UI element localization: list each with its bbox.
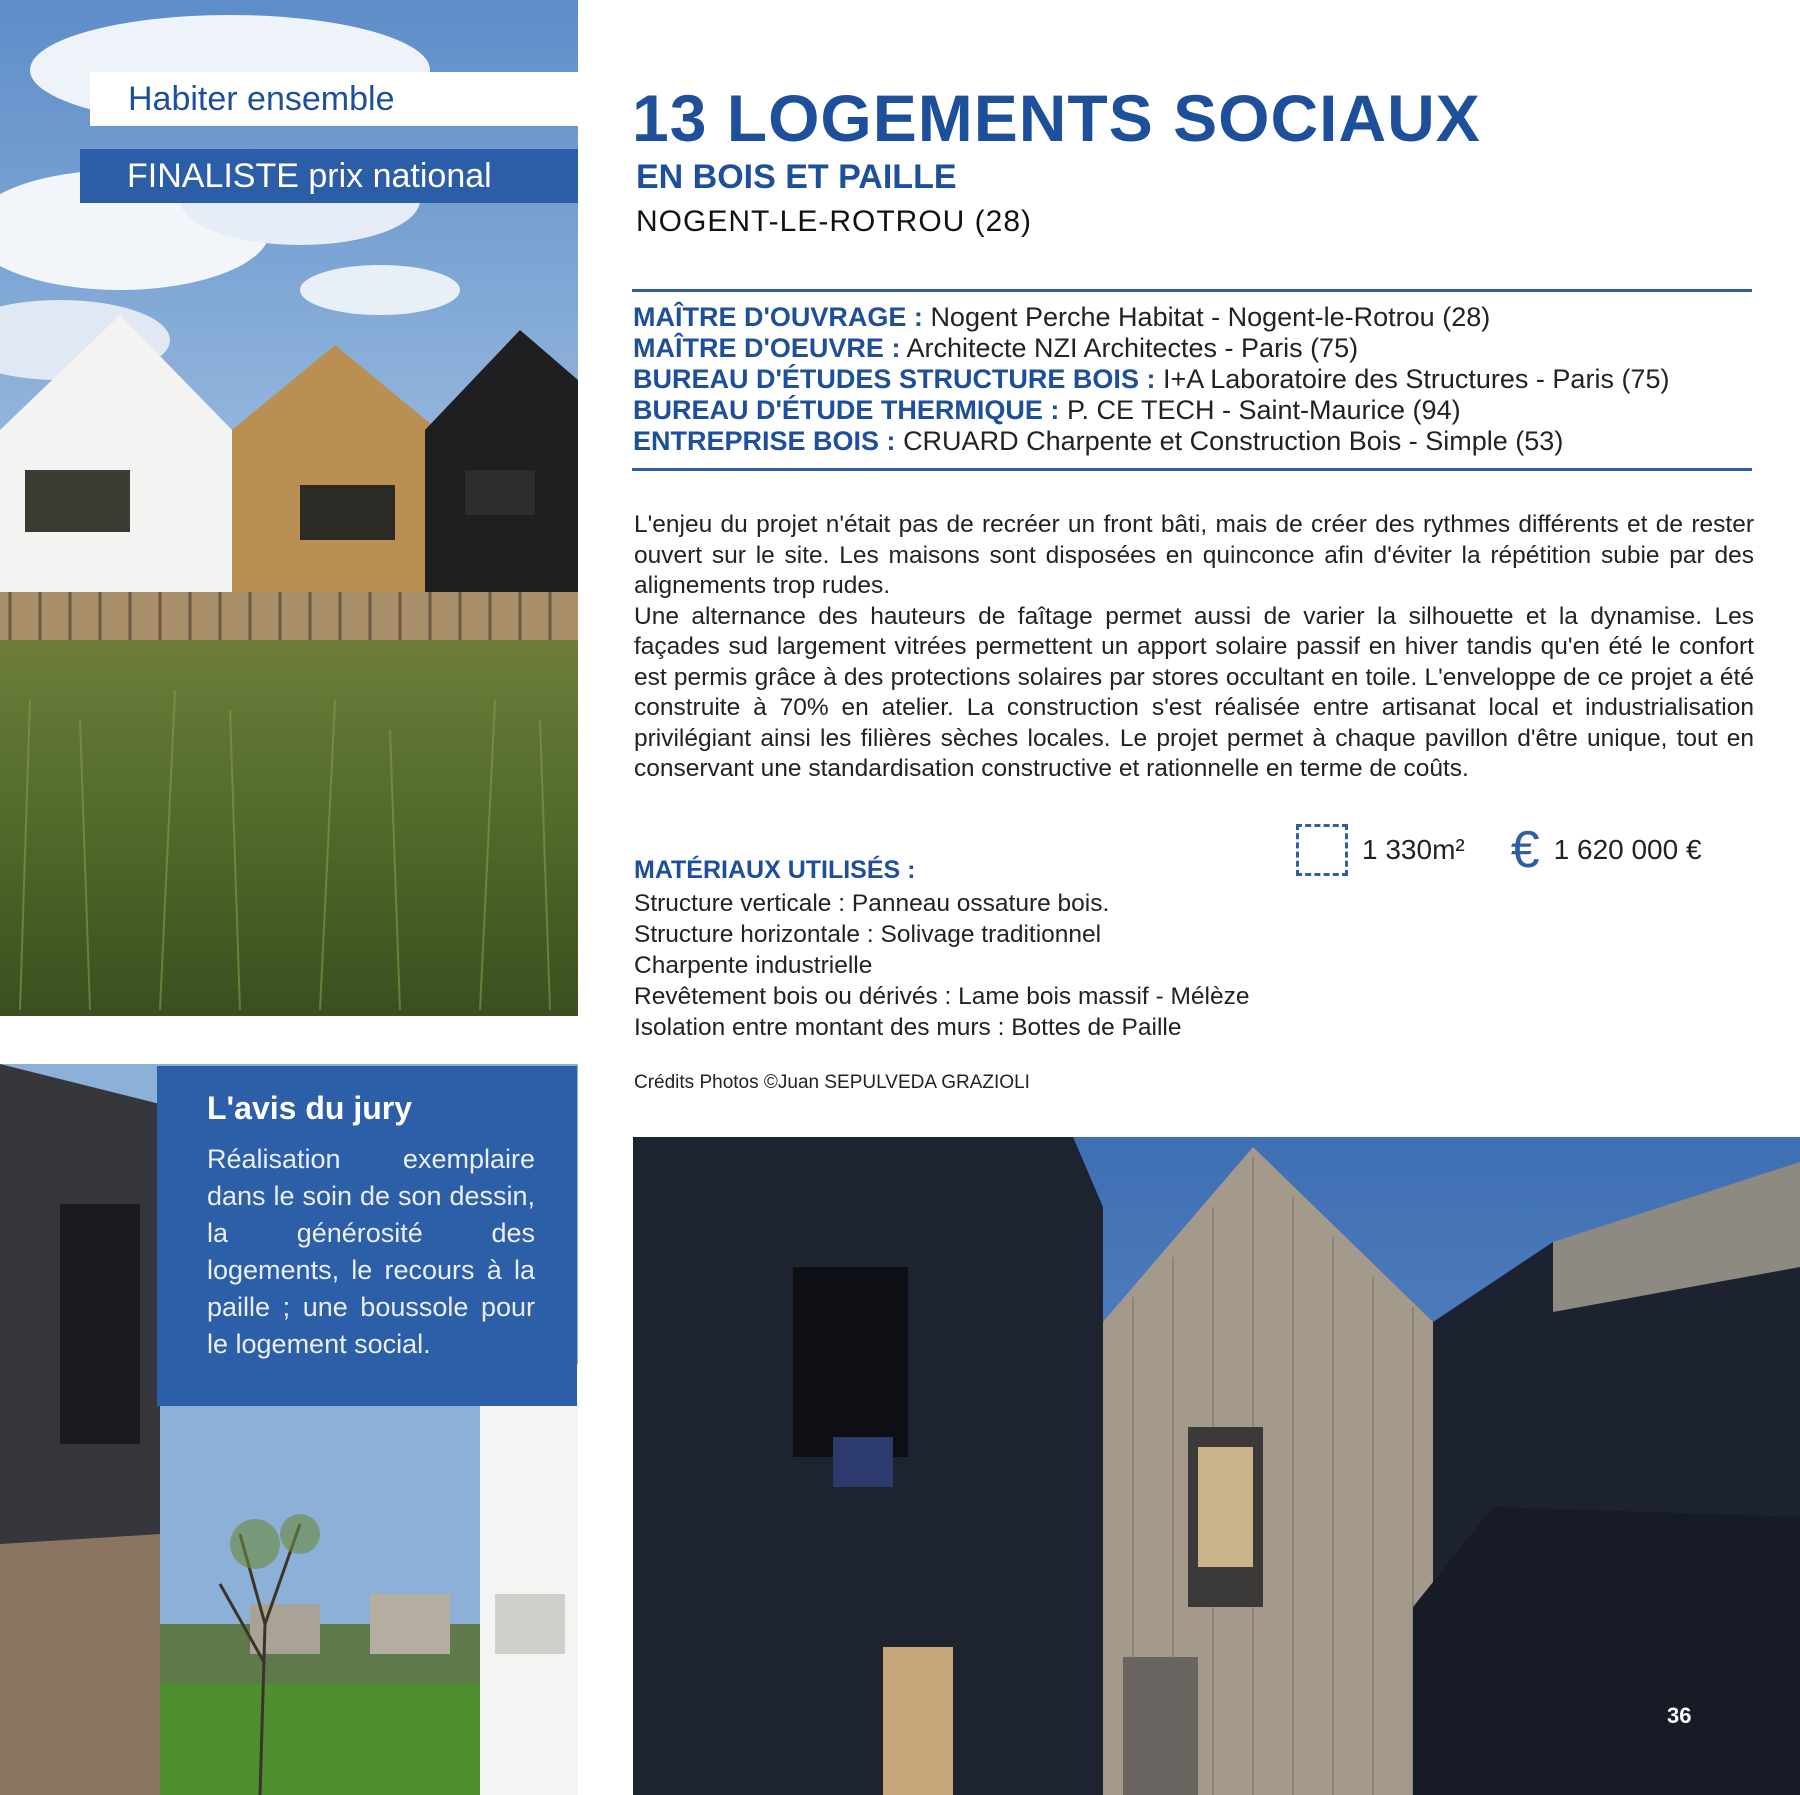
jury-title: L'avis du jury	[207, 1090, 412, 1126]
credit-line	[633, 302, 1763, 333]
houses-closeup-photo	[633, 1137, 1800, 1795]
page-number: 36	[1667, 1703, 1692, 1728]
credit-label: ENTREPRISE BOIS :	[633, 426, 896, 456]
project-stats	[1296, 820, 1702, 880]
material-item: Charpente industrielle	[634, 952, 873, 979]
credit-label: BUREAU D'ÉTUDE THERMIQUE :	[633, 395, 1060, 425]
material-item: Structure verticale : Panneau ossature bois.	[634, 890, 1110, 917]
photo-credit: Crédits Photos ©Juan SEPULVEDA GRAZIOLI	[634, 1072, 1030, 1093]
credit-value: Nogent Perche Habitat - Nogent-le-Rotrou (28)	[930, 302, 1491, 332]
section-tag	[90, 72, 578, 126]
area-icon	[1296, 824, 1348, 876]
jury-box	[157, 1066, 577, 1406]
materials-title: MATÉRIAUX UTILISÉS :	[634, 856, 916, 884]
description-paragraph: L'enjeu du projet n'était pas de recréer un front bâti, mais de créer des rythmes différents et de rester ouvert sur le site. Les maisons sont disposées en quinconce afin d'éviter la répétition subie par des alignements trop rudes.	[634, 511, 1754, 599]
credit-line	[633, 395, 1763, 426]
credit-label: MAÎTRE D'OEUVRE :	[633, 333, 901, 363]
description-paragraph: Une alternance des hauteurs de faîtage permet aussi de varier la silhouette et la dynamise. Les façades sud largement vitrées permettent un apport solaire passif en hiver tandis qu'en été le confort est permis grâce à des protections solaires par stores occultant en toile. L'enveloppe de ce projet a été construite à 70% en atelier. La construction s'est réalisée entre artisanat local et industrialisation privilégiant ainsi les filières sèches locales. Le projet permet à chaque pavillon d'être unique, tout en conservant une standardisation constructive et rationnelle en terme de coûts.	[634, 602, 1754, 782]
page-title: 13 LOGEMENTS SOCIAUX	[632, 81, 1481, 155]
divider-top	[632, 289, 1752, 292]
material-item: Structure horizontale : Solivage traditionnel	[634, 921, 1102, 948]
cost-value: 1 620 000 €	[1553, 834, 1702, 865]
credit-value: P. CE TECH - Saint-Maurice (94)	[1066, 395, 1461, 425]
credit-line	[633, 426, 1763, 457]
area-value: 1 330m²	[1362, 834, 1465, 865]
jury-text: Réalisation exemplaire dans le soin de son dessin, la générosité des logements, le recours à la paille ; une boussole pour le logement social.	[207, 1144, 535, 1359]
credit-label: BUREAU D'ÉTUDES STRUCTURE BOIS :	[633, 364, 1156, 394]
material-item: Isolation entre montant des murs : Bottes de Paille	[634, 1014, 1182, 1041]
page-subtitle: EN BOIS ET PAILLE	[636, 158, 957, 196]
materials-list	[634, 888, 1250, 1043]
credit-line	[633, 333, 1763, 364]
award-tag	[80, 149, 578, 203]
credit-label: MAÎTRE D'OUVRAGE :	[633, 302, 923, 332]
material-item: Revêtement bois ou dérivés : Lame bois massif - Mélèze	[634, 983, 1250, 1010]
award-tag-label: FINALISTE prix national	[127, 156, 492, 195]
euro-icon: €	[1510, 821, 1540, 879]
section-tag-label: Habiter ensemble	[128, 79, 395, 118]
project-credits	[633, 302, 1763, 457]
credit-value: I+A Laboratoire des Structures - Paris (75)	[1162, 364, 1670, 394]
project-location: NOGENT-LE-ROTROU (28)	[636, 205, 1033, 238]
project-description	[634, 510, 1754, 785]
credit-value: Architecte NZI Architectes - Paris (75)	[906, 333, 1359, 363]
credit-value: CRUARD Charpente et Construction Bois - Simple (53)	[903, 426, 1564, 456]
credit-line	[633, 364, 1763, 395]
divider-bottom	[632, 468, 1752, 471]
